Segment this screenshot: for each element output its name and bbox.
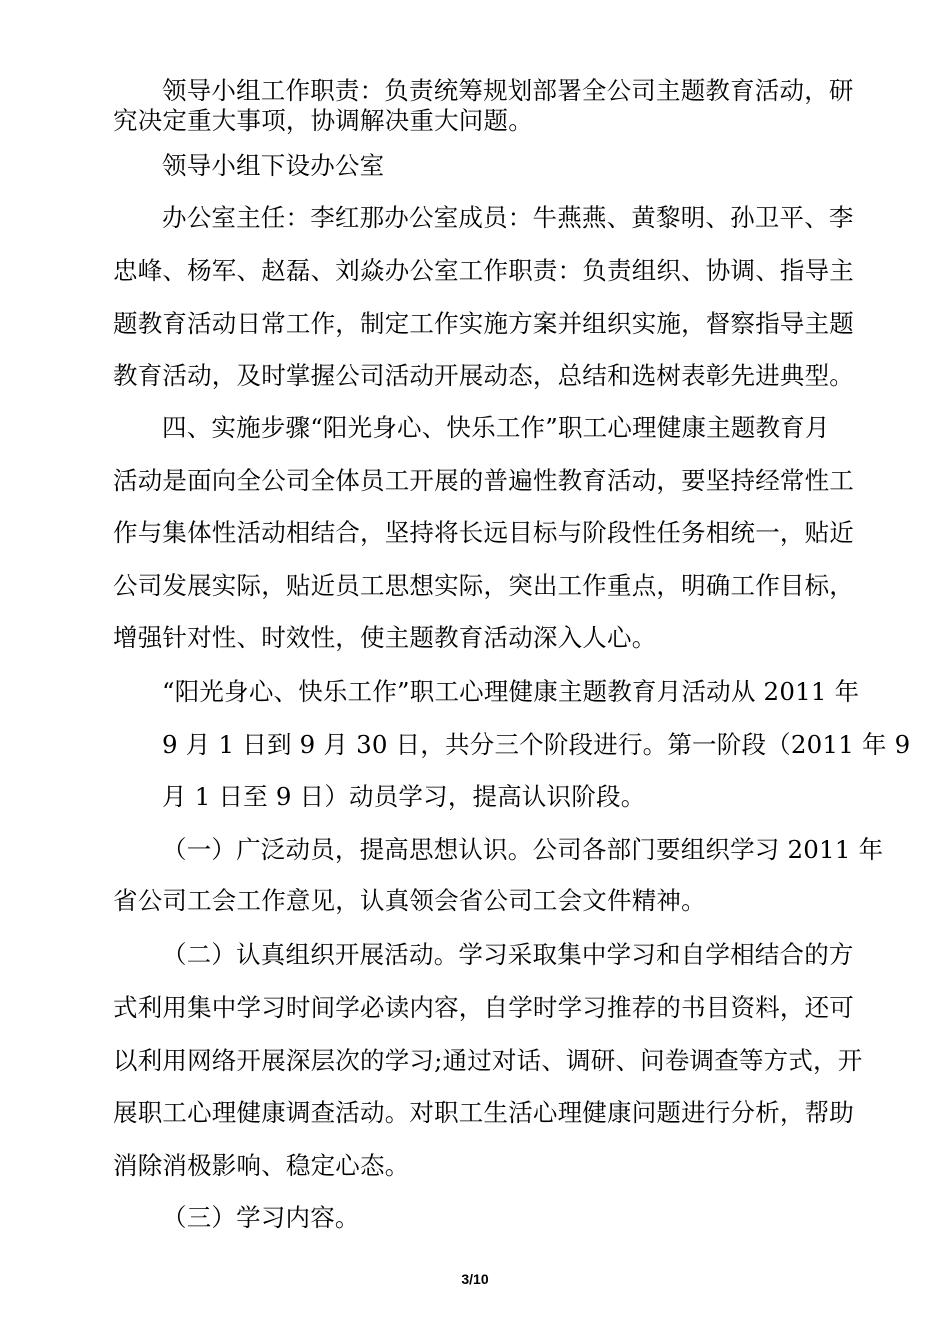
text-line: 式利用集中学习时间学必读内容，自学时学习推荐的书目资料，还可 <box>113 993 854 1022</box>
text-line: 省公司工会工作意见，认真领会省公司工会文件精神。 <box>113 886 706 915</box>
page-number: 3/10 <box>461 1271 489 1287</box>
text-line: 作与集体性活动相结合，坚持将长远目标与阶段性任务相统一，贴近 <box>113 518 854 547</box>
text-line: 办公室主任：李红那办公室成员：牛燕燕、黄黎明、孙卫平、李 <box>162 203 854 232</box>
text-line: 忠峰、杨军、赵磊、刘焱办公室工作职责：负责组织、协调、指导主 <box>113 256 854 285</box>
text-line: 公司发展实际，贴近员工思想实际，突出工作重点，明确工作目标， <box>113 571 854 600</box>
text-line: 以利用网络开展深层次的学习;通过对话、调研、问卷调查等方式，开 <box>113 1046 863 1075</box>
text-line: （三）学习内容。 <box>162 1203 360 1232</box>
text-line: 领导小组工作职责：负责统筹规划部署全公司主题教育活动，研 <box>162 76 854 105</box>
text-line: 9 月 1 日到 9 月 30 日，共分三个阶段进行。第一阶段（2011 年 9 <box>162 730 911 759</box>
text-line: 究决定重大事项，协调解决重大问题。 <box>113 106 533 135</box>
text-line: “阳光身心、快乐工作”职工心理健康主题教育月活动从 2011 年 <box>162 677 860 706</box>
text-line: 月 1 日至 9 日）动员学习，提高认识阶段。 <box>162 782 646 811</box>
text-line: 教育活动，及时掌握公司活动开展动态，总结和选树表彰先进典型。 <box>113 361 854 390</box>
text-line: 展职工心理健康调查活动。对职工生活心理健康问题进行分析，帮助 <box>113 1098 854 1127</box>
text-line: （二）认真组织开展活动。学习采取集中学习和自学相结合的方 <box>162 940 854 969</box>
text-line: 领导小组下设办公室 <box>162 151 385 180</box>
text-line: 四、实施步骤“阳光身心、快乐工作”职工心理健康主题教育月 <box>162 413 830 442</box>
text-line: 活动是面向全公司全体员工开展的普遍性教育活动，要坚持经常性工 <box>113 466 854 495</box>
text-line: 消除消极影响、稳定心态。 <box>113 1151 410 1180</box>
text-line: （一）广泛动员，提高思想认识。公司各部门要组织学习 2011 年 <box>162 835 884 864</box>
text-line: 增强针对性、时效性，使主题教育活动深入人心。 <box>113 623 657 652</box>
text-line: 题教育活动日常工作，制定工作实施方案并组织实施，督察指导主题 <box>113 309 854 338</box>
